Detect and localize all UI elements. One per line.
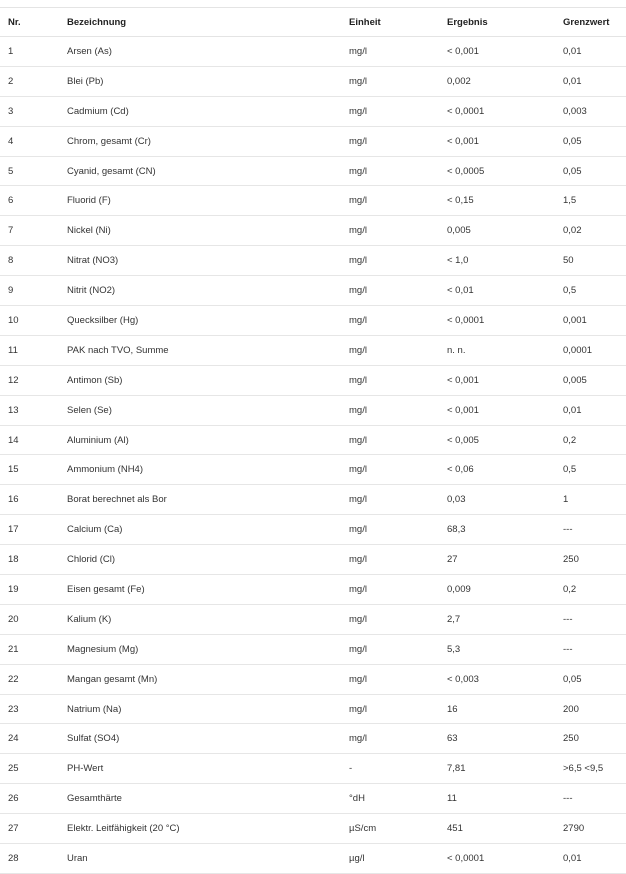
- cell-bezeichnung: Aluminium (Al): [67, 434, 129, 446]
- cell-ergebnis: < 0,0005: [447, 165, 485, 177]
- cell-ergebnis: < 0,001: [447, 135, 479, 147]
- cell-bezeichnung: Magnesium (Mg): [67, 643, 139, 655]
- table-row: [0, 276, 626, 306]
- table-row: [0, 425, 626, 455]
- cell-nr: 21: [8, 643, 19, 655]
- cell-ergebnis: < 0,01: [447, 285, 474, 297]
- table-row: [0, 335, 626, 365]
- cell-einheit: mg/l: [349, 285, 367, 297]
- cell-ergebnis: 0,005: [447, 225, 471, 237]
- cell-grenzwert: 0,05: [563, 165, 582, 177]
- cell-ergebnis: 451: [447, 823, 463, 835]
- cell-bezeichnung: PAK nach TVO, Summe: [67, 344, 169, 356]
- cell-grenzwert: 250: [563, 554, 579, 566]
- cell-grenzwert: ---: [563, 524, 573, 536]
- cell-nr: 4: [8, 135, 14, 147]
- cell-grenzwert: 2790: [563, 823, 585, 835]
- header-grenzwert: Grenzwert: [563, 16, 610, 28]
- cell-nr: 10: [8, 314, 19, 326]
- cell-grenzwert: 0,01: [563, 75, 582, 87]
- cell-bezeichnung: PH-Wert: [67, 763, 104, 775]
- cell-ergebnis: < 0,15: [447, 195, 474, 207]
- cell-ergebnis: 16: [447, 703, 458, 715]
- cell-ergebnis: n. n.: [447, 344, 466, 356]
- cell-ergebnis: < 0,001: [447, 374, 479, 386]
- cell-bezeichnung: Cyanid, gesamt (CN): [67, 165, 156, 177]
- table-row: [0, 455, 626, 485]
- cell-ergebnis: < 0,003: [447, 673, 479, 685]
- cell-grenzwert: 0,05: [563, 673, 582, 685]
- cell-einheit: mg/l: [349, 344, 367, 356]
- table-row: [0, 634, 626, 664]
- cell-einheit: -: [349, 763, 353, 775]
- cell-nr: 7: [8, 225, 14, 237]
- cell-grenzwert: 200: [563, 703, 579, 715]
- cell-grenzwert: 0,5: [563, 285, 577, 297]
- header-einheit: Einheit: [349, 16, 381, 28]
- table-body: [0, 37, 626, 874]
- cell-bezeichnung: Chlorid (Cl): [67, 554, 116, 566]
- cell-ergebnis: 68,3: [447, 524, 466, 536]
- header-row: [0, 8, 626, 37]
- cell-grenzwert: 0,2: [563, 434, 577, 446]
- cell-bezeichnung: Cadmium (Cd): [67, 105, 129, 117]
- cell-einheit: mg/l: [349, 583, 367, 595]
- cell-nr: 27: [8, 823, 19, 835]
- cell-ergebnis: 0,009: [447, 583, 471, 595]
- cell-bezeichnung: Nitrat (NO3): [67, 255, 119, 267]
- table-row: [0, 246, 626, 276]
- cell-einheit: µS/cm: [349, 823, 377, 835]
- table-row: [0, 694, 626, 724]
- cell-ergebnis: 5,3: [447, 643, 461, 655]
- cell-bezeichnung: Borat berechnet als Bor: [67, 494, 167, 506]
- header-ergebnis: Ergebnis: [447, 16, 488, 28]
- cell-einheit: mg/l: [349, 613, 367, 625]
- table-row: [0, 784, 626, 814]
- cell-nr: 1: [8, 45, 14, 57]
- cell-bezeichnung: Calcium (Ca): [67, 524, 123, 536]
- cell-nr: 20: [8, 613, 19, 625]
- cell-nr: 8: [8, 255, 14, 267]
- table-row: [0, 186, 626, 216]
- cell-einheit: mg/l: [349, 165, 367, 177]
- cell-bezeichnung: Blei (Pb): [67, 75, 104, 87]
- table-row: [0, 664, 626, 694]
- cell-ergebnis: 0,002: [447, 75, 471, 87]
- table-row: [0, 37, 626, 67]
- cell-einheit: °dH: [349, 793, 365, 805]
- cell-einheit: mg/l: [349, 255, 367, 267]
- cell-einheit: mg/l: [349, 464, 367, 476]
- cell-nr: 16: [8, 494, 19, 506]
- water-analysis-table: [0, 7, 626, 874]
- cell-grenzwert: 0,02: [563, 225, 582, 237]
- cell-ergebnis: < 0,001: [447, 404, 479, 416]
- cell-ergebnis: 0,03: [447, 494, 466, 506]
- table-row: [0, 365, 626, 395]
- table-row: [0, 216, 626, 246]
- cell-nr: 23: [8, 703, 19, 715]
- cell-nr: 26: [8, 793, 19, 805]
- cell-nr: 14: [8, 434, 19, 446]
- cell-einheit: mg/l: [349, 703, 367, 715]
- cell-einheit: mg/l: [349, 374, 367, 386]
- cell-grenzwert: 0,0001: [563, 344, 593, 356]
- cell-bezeichnung: Fluorid (F): [67, 195, 111, 207]
- cell-nr: 5: [8, 165, 14, 177]
- table-row: [0, 754, 626, 784]
- cell-einheit: mg/l: [349, 195, 367, 207]
- table-row: [0, 844, 626, 874]
- cell-grenzwert: 0,01: [563, 45, 582, 57]
- cell-bezeichnung: Gesamthärte: [67, 793, 122, 805]
- cell-grenzwert: >6,5 <9,5: [563, 763, 604, 775]
- cell-bezeichnung: Eisen gesamt (Fe): [67, 583, 145, 595]
- cell-grenzwert: 1: [563, 494, 569, 506]
- cell-grenzwert: ---: [563, 643, 573, 655]
- cell-einheit: mg/l: [349, 135, 367, 147]
- cell-grenzwert: 0,001: [563, 314, 587, 326]
- cell-grenzwert: 50: [563, 255, 574, 267]
- cell-nr: 9: [8, 285, 14, 297]
- cell-einheit: mg/l: [349, 494, 367, 506]
- cell-bezeichnung: Arsen (As): [67, 45, 112, 57]
- cell-nr: 24: [8, 733, 19, 745]
- cell-einheit: mg/l: [349, 643, 367, 655]
- cell-bezeichnung: Nickel (Ni): [67, 225, 111, 237]
- cell-ergebnis: 11: [447, 793, 457, 805]
- table-row: [0, 814, 626, 844]
- cell-einheit: mg/l: [349, 554, 367, 566]
- table-row: [0, 724, 626, 754]
- table-row: [0, 545, 626, 575]
- cell-einheit: mg/l: [349, 733, 367, 745]
- cell-bezeichnung: Natrium (Na): [67, 703, 122, 715]
- cell-nr: 11: [8, 344, 18, 356]
- cell-einheit: µg/l: [349, 852, 365, 864]
- cell-ergebnis: < 0,0001: [447, 105, 485, 117]
- cell-ergebnis: 27: [447, 554, 458, 566]
- cell-einheit: mg/l: [349, 434, 367, 446]
- table-header: [0, 8, 626, 37]
- cell-nr: 13: [8, 404, 19, 416]
- cell-bezeichnung: Elektr. Leitfähigkeit (20 °C): [67, 823, 180, 835]
- table-row: [0, 604, 626, 634]
- cell-ergebnis: < 1,0: [447, 255, 469, 267]
- cell-einheit: mg/l: [349, 404, 367, 416]
- cell-bezeichnung: Nitrit (NO2): [67, 285, 116, 297]
- cell-nr: 15: [8, 464, 19, 476]
- cell-grenzwert: 0,01: [563, 852, 582, 864]
- cell-ergebnis: < 0,0001: [447, 314, 485, 326]
- cell-ergebnis: < 0,005: [447, 434, 479, 446]
- table-row: [0, 485, 626, 515]
- cell-nr: 18: [8, 554, 19, 566]
- cell-ergebnis: < 0,0001: [447, 852, 485, 864]
- cell-ergebnis: 7,81: [447, 763, 466, 775]
- cell-nr: 6: [8, 195, 14, 207]
- cell-bezeichnung: Antimon (Sb): [67, 374, 123, 386]
- cell-bezeichnung: Uran: [67, 852, 88, 864]
- cell-grenzwert: 1,5: [563, 195, 577, 207]
- cell-bezeichnung: Sulfat (SO4): [67, 733, 120, 745]
- cell-grenzwert: 250: [563, 733, 579, 745]
- table-row: [0, 306, 626, 336]
- cell-einheit: mg/l: [349, 225, 367, 237]
- table-row: [0, 515, 626, 545]
- cell-bezeichnung: Quecksilber (Hg): [67, 314, 139, 326]
- cell-bezeichnung: Mangan gesamt (Mn): [67, 673, 158, 685]
- cell-einheit: mg/l: [349, 314, 367, 326]
- cell-nr: 22: [8, 673, 19, 685]
- cell-einheit: mg/l: [349, 524, 367, 536]
- cell-ergebnis: 63: [447, 733, 458, 745]
- cell-grenzwert: 0,05: [563, 135, 582, 147]
- table-row: [0, 96, 626, 126]
- table-row: [0, 156, 626, 186]
- cell-nr: 25: [8, 763, 19, 775]
- cell-nr: 3: [8, 105, 14, 117]
- cell-ergebnis: 2,7: [447, 613, 461, 625]
- header-bezeichnung: Bezeichnung: [67, 16, 127, 28]
- cell-bezeichnung: Ammonium (NH4): [67, 464, 144, 476]
- cell-ergebnis: < 0,001: [447, 45, 479, 57]
- cell-ergebnis: < 0,06: [447, 464, 474, 476]
- header-nr: Nr.: [8, 16, 21, 28]
- cell-einheit: mg/l: [349, 673, 367, 685]
- cell-einheit: mg/l: [349, 75, 367, 87]
- cell-nr: 12: [8, 374, 19, 386]
- cell-grenzwert: 0,003: [563, 105, 587, 117]
- cell-bezeichnung: Kalium (K): [67, 613, 112, 625]
- table-row: [0, 66, 626, 96]
- cell-einheit: mg/l: [349, 105, 367, 117]
- cell-grenzwert: 0,01: [563, 404, 582, 416]
- cell-grenzwert: ---: [563, 613, 573, 625]
- table-row: [0, 575, 626, 605]
- cell-bezeichnung: Chrom, gesamt (Cr): [67, 135, 151, 147]
- cell-nr: 19: [8, 583, 19, 595]
- cell-nr: 2: [8, 75, 14, 87]
- cell-einheit: mg/l: [349, 45, 367, 57]
- cell-grenzwert: 0,5: [563, 464, 577, 476]
- cell-bezeichnung: Selen (Se): [67, 404, 112, 416]
- table-row: [0, 126, 626, 156]
- cell-grenzwert: 0,005: [563, 374, 587, 386]
- cell-nr: 17: [8, 524, 19, 536]
- cell-grenzwert: 0,2: [563, 583, 577, 595]
- cell-grenzwert: ---: [563, 793, 573, 805]
- cell-nr: 28: [8, 852, 19, 864]
- table-row: [0, 395, 626, 425]
